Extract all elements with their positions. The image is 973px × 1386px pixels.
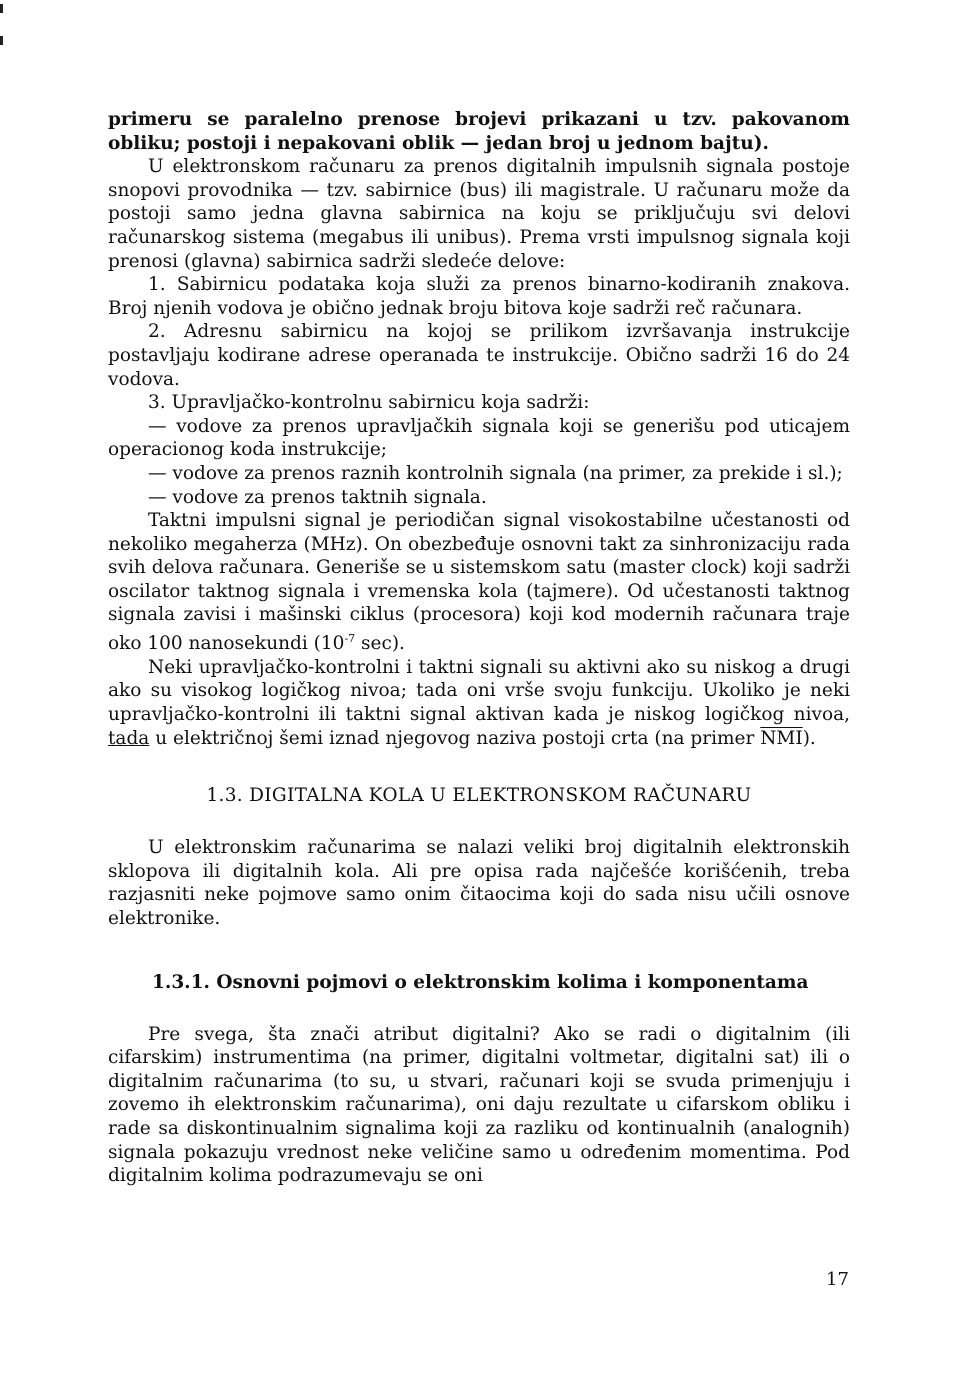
clock-text-end: sec). [355,633,405,655]
list-item-data-bus: 1. Sabirnicu podataka koja služi za prenos binarno-kodiranih znakova. Broj njenih vodova je obično jednak broju bitova koje sadrži reč računara. [108,274,850,319]
subsection-title: Osnovni pojmovi o elektronskim kolima i komponentama [216,971,809,993]
subsection-number: 1.3.1. [152,971,210,993]
dash-item-interrupt-signals: — vodove za prenos raznih kontrolnih signala (na primer, za prekide i sl.); [148,462,843,484]
paragraph-digital-attribute: Pre svega, šta znači atribut digitalni? Ako se radi o digitalnim (ili cifarskim) instrumentima (na primer, digitalni voltmetar, digitalni sat) ili o digitalnim računarima (to su, u stvari, računari koji se svuda primenjuju i zovemo ih elektronskim računarima), oni daju rezultate u cifarskom obliku i rade sa diskontinualnim signalima koji za razliku od kontinualnih (analognih) signala pokazuju vrednost neke veličine samo u određenim momentima. Pod digitalnim kolima podrazumevaju se oni [108,1023,850,1187]
dash-item-clock-signals: — vodove za prenos taktnih signala. [148,486,487,508]
list-item-address-bus: 2. Adresnu sabirnicu na kojoj se prilikom izvršavanja instrukcije postavljaju kodirane adrese operanada te instrukcije. Obično sadrži 16 do 24 vodova. [108,321,850,390]
paragraph-clock-signal [108,509,850,656]
dash-item-control-signals: — vodove za prenos upravljačkih signala koji se generišu pod uticajem operacionog koda instrukcije; [108,415,850,461]
active-text-mid: u električnoj šemi iznad njegovog naziva postoji crta (na primer [149,727,761,749]
nmi-signal: $\overline{NMI}$ [760,727,803,749]
section-heading: 1.3. DIGITALNA KOLA U ELEKTRONSKOM RAČUNARU [206,785,752,807]
active-text: Neki upravljačko-kontrolni i taktni signali su aktivni ako su niskog a drugi ako su visokog logičkog nivoa; tada oni vrše svoju funkciju. Ukoliko je neki upravljačko-kontrolni ili taktni signal aktivan kada je niskog logičkog nivoa, [108,656,850,725]
paragraph-digital-circuits: U elektronskim računarima se nalazi veliki broj digitalnih elektronskih sklopova ili digitalnih kola. Ali pre opisa rada najčešće korišćenih, treba razjasniti neke pojmove samo onim čitaocima koji do sada nisu učili osnove elektronike. [108,837,850,929]
scan-mark [0,4,3,13]
scan-mark [0,36,3,45]
exponent: -7 [344,632,356,646]
paragraph-active-levels [108,656,850,750]
underlined-word: tada [108,727,150,749]
paragraph-bus-intro: U elektronskom računaru za prenos digitalnih impulsnih signala postoje snopovi provodnika — tzv. sabirnice (bus) ili magistrale. U računaru može da postoji samo jedna glavna sabirnica na koju se priključuju svi delovi računarskog sistema (megabus ili unibus). Prema vrsti impulsnog signala koji prenosi (glavna) sabirnica sadrži sledeće delove: [108,156,850,272]
active-text-end: ). [802,727,816,749]
page-number: 17 [826,1269,849,1290]
clock-text: Taktni impulsni signal je periodičan signal visokostabilne učestanosti od nekoliko megaherza (MHz). On obezbeđuje osnovni takt za sinhronizaciju rada svih delova računara. Generiše se u sistemskom satu (master clock) koji sadrži oscilator taktnog signala i vremenska kola (tajmere). Od učestanosti taktnog signala zavisi i mašinski ciklus (procesora) koji kod modernih računara traje oko 100 nanosekundi (10 [108,510,850,655]
page-body [108,108,850,1188]
subsection-heading [108,971,850,995]
paragraph-continuation: primeru se paralelno prenose brojevi prikazani u tzv. pakovanom obliku; postoji i nepakovani oblik — jedan broj u jednom bajtu). [108,109,850,154]
list-item-control-bus: 3. Upravljačko-kontrolnu sabirnicu koja sadrži: [148,392,590,414]
